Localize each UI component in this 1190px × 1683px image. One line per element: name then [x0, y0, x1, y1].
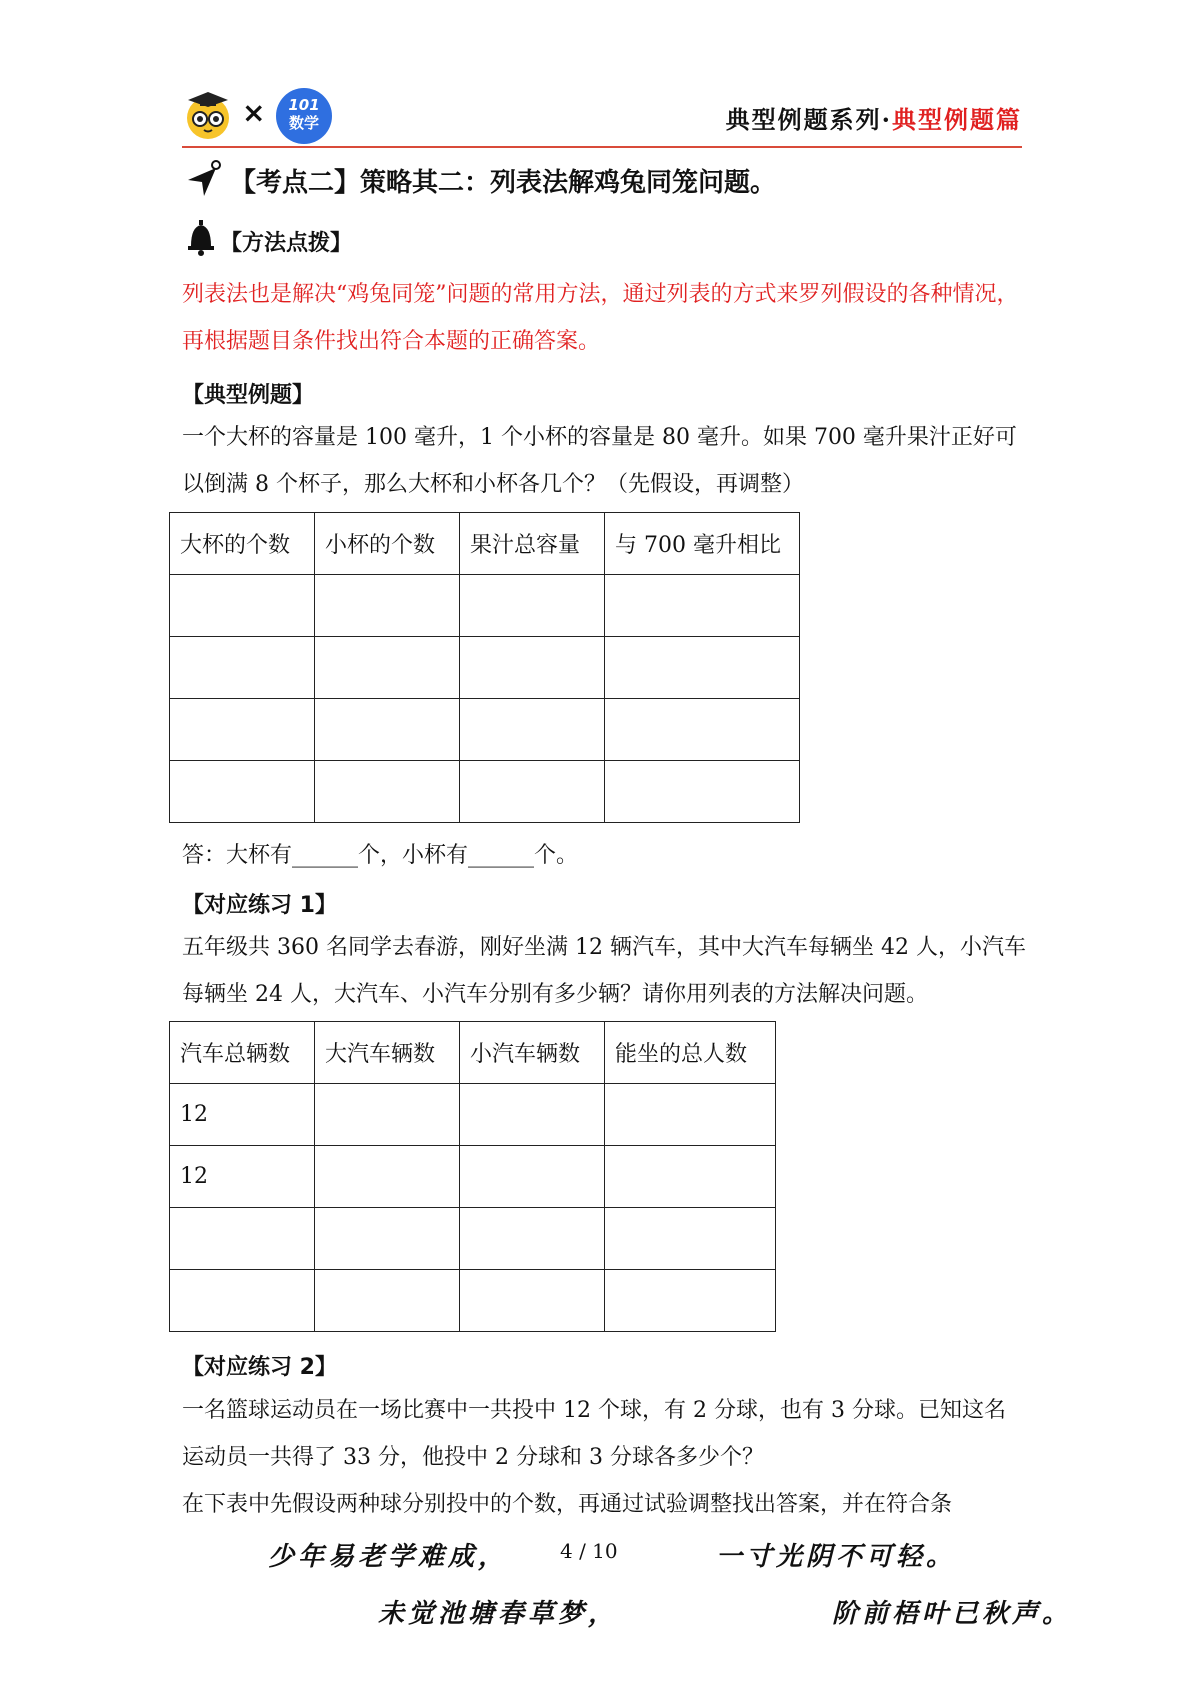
- practice1-table: [169, 1021, 776, 1332]
- table-cell[interactable]: [315, 1084, 460, 1146]
- series-subtitle: 典型例题篇: [892, 105, 1022, 134]
- table-row: [170, 1084, 776, 1146]
- table-cell[interactable]: 12: [170, 1084, 315, 1146]
- table-row: [170, 637, 800, 699]
- series-title: 典型例题系列: [725, 105, 882, 134]
- practice2-heading: 【对应练习 2】: [182, 1355, 337, 1380]
- poem-line1-left: 少年易老学难成，: [268, 1542, 509, 1572]
- header-divider: [182, 146, 1022, 148]
- page-number: 4 / 10: [560, 1539, 618, 1563]
- example-text: 一个大杯的容量是 100 毫升，1 个小杯的容量是 80 毫升。如果 700 毫升果汁正好可以倒满 8 个杯子，那么大杯和小杯各几个？（先假设，再调整）: [182, 425, 1017, 497]
- table-cell[interactable]: [605, 761, 800, 823]
- table-cell[interactable]: [605, 1208, 776, 1270]
- practice1-text: 五年级共 360 名同学去春游，刚好坐满 12 辆汽车，其中大汽车每辆坐 42 人，小汽车每辆坐 24 人，大汽车、小汽车分别有多少辆？请你用列表的方法解决问题。: [182, 935, 1026, 1007]
- table-cell[interactable]: [605, 637, 800, 699]
- table-cell[interactable]: [170, 637, 315, 699]
- table-header-cell: 汽车总辆数: [170, 1022, 315, 1084]
- poem-line1-right: 一寸光阴不可轻。: [716, 1542, 957, 1572]
- table-header-cell: 大汽车辆数: [315, 1022, 460, 1084]
- topic-title: 【考点二】策略其二：列表法解鸡兔同笼问题。: [230, 168, 777, 198]
- logo-cross: ×: [242, 96, 266, 129]
- owl-logo-icon: [182, 88, 234, 140]
- table-cell[interactable]: [605, 699, 800, 761]
- table-cell[interactable]: [460, 699, 605, 761]
- logo-101-text: 数学: [288, 114, 319, 132]
- table-cell[interactable]: [315, 1208, 460, 1270]
- example-answer: 答：大杯有______个，小杯有______个。: [182, 843, 579, 868]
- table-header-cell: 与 700 毫升相比: [605, 513, 800, 575]
- title-separator: ·: [881, 105, 892, 134]
- table-row: [170, 575, 800, 637]
- example-table: [169, 512, 800, 823]
- table-cell[interactable]: [170, 761, 315, 823]
- table-cell[interactable]: [460, 1084, 605, 1146]
- table-row: [170, 699, 800, 761]
- table-row: [170, 1208, 776, 1270]
- table-cell[interactable]: [605, 575, 800, 637]
- table-cell[interactable]: [605, 1084, 776, 1146]
- table-cell[interactable]: [170, 1208, 315, 1270]
- table-row: [170, 761, 800, 823]
- table-header-cell: 能坐的总人数: [605, 1022, 776, 1084]
- practice2-text2: 在下表中先假设两种球分别投中的个数，再通过试验调整找出答案，并在符合条: [182, 1492, 953, 1517]
- table-cell[interactable]: [460, 1270, 605, 1332]
- table-cell[interactable]: [460, 575, 605, 637]
- pin-arrow-icon: [184, 158, 224, 198]
- bell-icon: [186, 220, 216, 256]
- table-header-cell: 小杯的个数: [315, 513, 460, 575]
- table-cell[interactable]: [460, 761, 605, 823]
- table-cell[interactable]: [315, 1270, 460, 1332]
- poem-line2-right: 阶前梧叶已秋声。: [832, 1599, 1073, 1629]
- example-heading: 【典型例题】: [182, 383, 315, 408]
- table-cell[interactable]: 12: [170, 1146, 315, 1208]
- practice1-heading: 【对应练习 1】: [182, 893, 337, 918]
- math-101-logo-icon: [276, 88, 332, 144]
- table-cell[interactable]: [315, 637, 460, 699]
- poem-line2-left: 未觉池塘春草梦，: [378, 1599, 619, 1629]
- header-title: [726, 100, 1022, 135]
- table-cell[interactable]: [170, 1270, 315, 1332]
- table-header-row: [170, 513, 800, 575]
- logo-101-number: 101: [288, 96, 320, 114]
- table-header-row: [170, 1022, 776, 1084]
- table-header-cell: 果汁总容量: [460, 513, 605, 575]
- table-header-cell: 大杯的个数: [170, 513, 315, 575]
- table-cell[interactable]: [315, 575, 460, 637]
- table-row: [170, 1146, 776, 1208]
- table-row: [170, 1270, 776, 1332]
- practice2-text: 一名篮球运动员在一场比赛中一共投中 12 个球，有 2 分球，也有 3 分球。已知这名运动员一共得了 33 分，他投中 2 分球和 3 分球各多少个？: [182, 1398, 1006, 1470]
- table-cell[interactable]: [605, 1146, 776, 1208]
- table-cell[interactable]: [170, 575, 315, 637]
- table-header-cell: 小汽车辆数: [460, 1022, 605, 1084]
- table-cell[interactable]: [315, 1146, 460, 1208]
- table-cell[interactable]: [460, 1146, 605, 1208]
- table-cell[interactable]: [460, 1208, 605, 1270]
- table-cell[interactable]: [605, 1270, 776, 1332]
- method-heading: 【方法点拨】: [220, 231, 353, 256]
- table-cell[interactable]: [170, 699, 315, 761]
- table-cell[interactable]: [315, 699, 460, 761]
- table-cell[interactable]: [315, 761, 460, 823]
- method-text: 列表法也是解决“鸡兔同笼”问题的常用方法，通过列表的方式来罗列假设的各种情况，再根据题目条件找出符合本题的正确答案。: [182, 282, 1019, 354]
- table-cell[interactable]: [460, 637, 605, 699]
